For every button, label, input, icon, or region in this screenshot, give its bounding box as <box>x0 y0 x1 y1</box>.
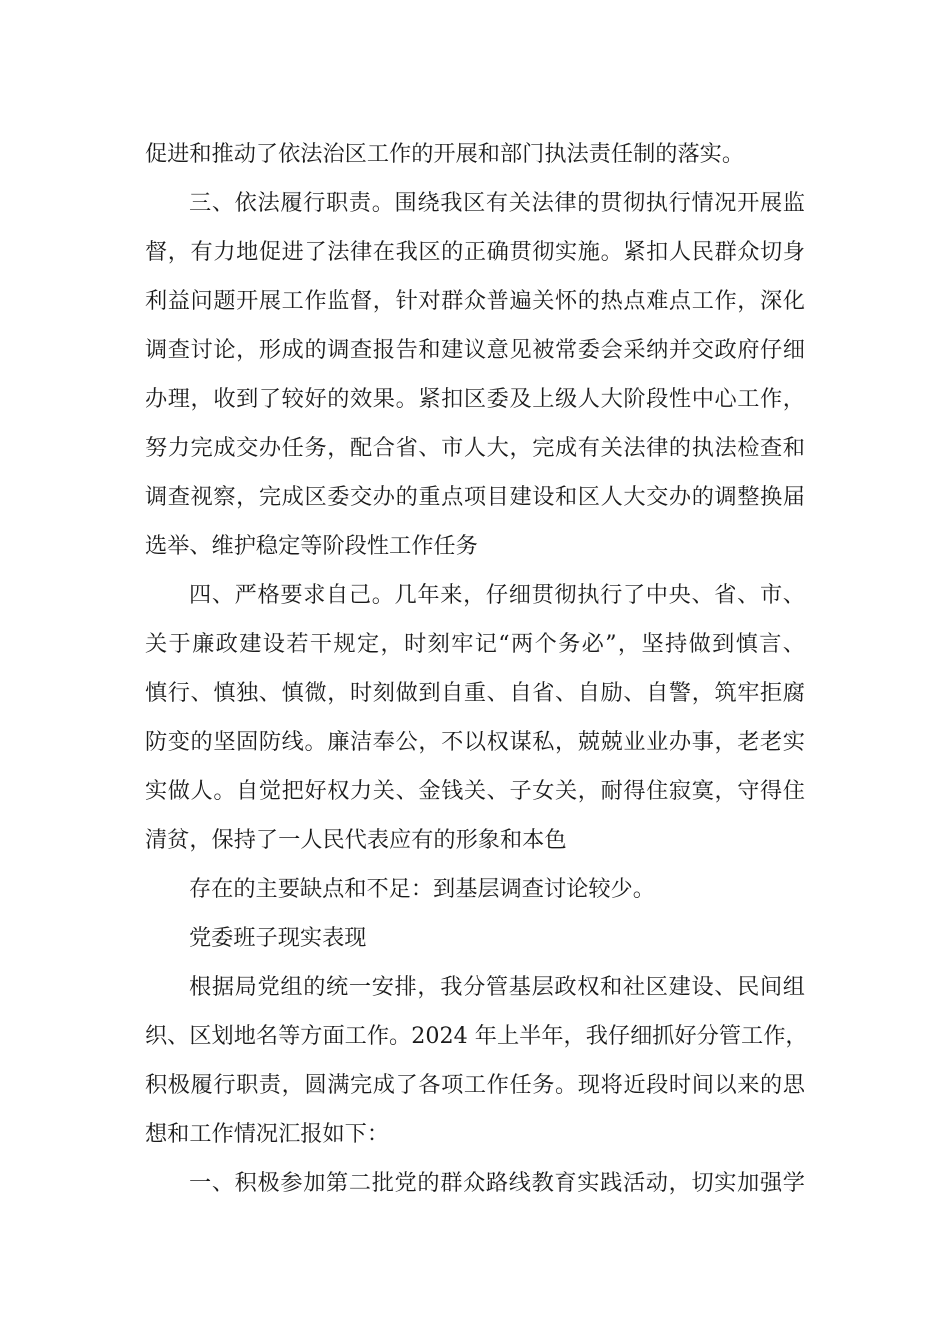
text-line: 选举、维护稳定等阶段性工作任务 <box>145 533 478 559</box>
text-line: 慎行、慎独、慎微，时刻做到自重、自省、自励、自警，筑牢拒腐 <box>145 680 805 706</box>
text-line: 想和工作情况汇报如下： <box>145 1121 390 1147</box>
text-line: 督，有力地促进了法律在我区的正确贯彻实施。紧扣人民群众切身 <box>145 239 805 265</box>
text-line: 织、区划地名等方面工作。2024 年上半年，我仔细抓好分管工作， <box>145 1023 808 1049</box>
text-line: 根据局党组的统一安排，我分管基层政权和社区建设、民间组 <box>189 974 805 1000</box>
text-line: 清贫，保持了一人民代表应有的形象和本色 <box>145 827 567 853</box>
text-line: 防变的坚固防线。廉洁奉公，不以权谋私，兢兢业业办事，老老实 <box>145 729 805 755</box>
text-line: 努力完成交办任务，配合省、市人大，完成有关法律的执法检查和 <box>145 435 805 461</box>
text-line: 四、严格要求自己。几年来，仔细贯彻执行了中央、省、市、 <box>189 582 805 608</box>
text-line: 调查视察，完成区委交办的重点项目建设和区人大交办的调整换届 <box>145 484 805 510</box>
section-heading: 党委班子现实表现 <box>189 925 367 951</box>
text-line: 存在的主要缺点和不足：到基层调查讨论较少。 <box>189 876 655 902</box>
text-line: 三、依法履行职责。围绕我区有关法律的贯彻执行情况开展监 <box>189 190 805 216</box>
text-line: 利益问题开展工作监督，针对群众普遍关怀的热点难点工作，深化 <box>145 288 805 314</box>
text-line: 调查讨论，形成的调查报告和建议意见被常委会采纳并交政府仔细 <box>145 337 805 363</box>
text-line: 积极履行职责，圆满完成了各项工作任务。现将近段时间以来的思 <box>145 1072 805 1098</box>
text-line: 实做人。自觉把好权力关、金钱关、子女关，耐得住寂寞，守得住 <box>145 778 805 804</box>
text-line: 促进和推动了依法治区工作的开展和部门执法责任制的落实。 <box>145 141 745 167</box>
document-body <box>145 130 808 1208</box>
text-line: 关于廉政建设若干规定，时刻牢记“两个务必”，坚持做到慎言、 <box>145 631 805 657</box>
text-line: 一、积极参加第二批党的群众路线教育实践活动，切实加强学 <box>189 1170 805 1196</box>
text-line: 办理，收到了较好的效果。紧扣区委及上级人大阶段性中心工作， <box>145 386 805 412</box>
